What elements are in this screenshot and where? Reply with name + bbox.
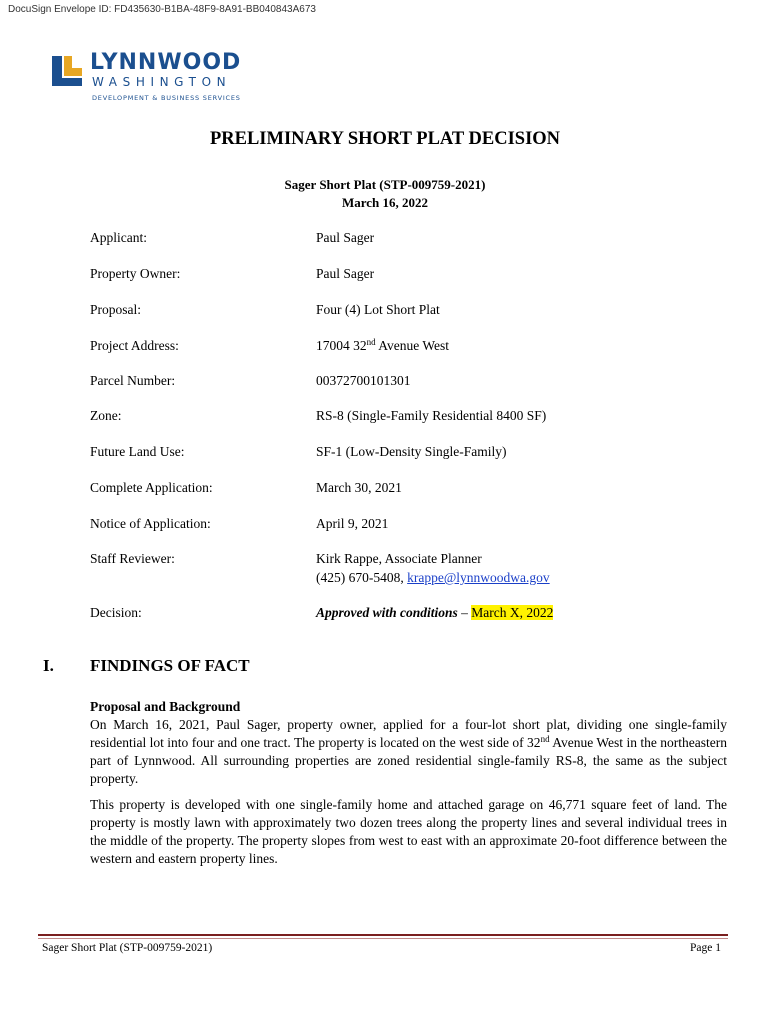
footer-divider bbox=[38, 934, 728, 936]
reviewer-phone: (425) 670-5408, bbox=[316, 570, 408, 585]
reviewer-label: Staff Reviewer: bbox=[90, 551, 175, 566]
reviewer-name: Kirk Rappe, Associate Planner bbox=[316, 551, 482, 566]
docusign-envelope-id: DocuSign Envelope ID: FD435630-B1BA-48F9-8A91-BB040843A673 bbox=[8, 4, 316, 15]
lynnwood-logo bbox=[50, 50, 250, 106]
proposal-value: Four (4) Lot Short Plat bbox=[316, 302, 440, 317]
reviewer-email-link[interactable]: krappe@lynnwoodwa.gov bbox=[407, 570, 550, 585]
logo-city-name: LYNNWOOD bbox=[90, 50, 242, 75]
complete-application-label: Complete Application: bbox=[90, 480, 213, 495]
address-value: 17004 32nd Avenue West bbox=[316, 337, 450, 353]
land-use-value: SF-1 (Low-Density Single-Family) bbox=[316, 444, 507, 459]
decision-status: Approved with conditions bbox=[316, 605, 458, 620]
footer-project-name: Sager Short Plat (STP-009759-2021) bbox=[42, 942, 213, 954]
logo-state-name: WASHINGTON bbox=[92, 75, 232, 89]
footer-divider-thin bbox=[38, 938, 728, 939]
logo-department: DEVELOPMENT & BUSINESS SERVICES bbox=[92, 94, 241, 102]
background-paragraph: On March 16, 2021, Paul Sager, property owner, applied for a four-lot short plat, dividing one single-family residential lot into four and one tract. The property is located on the west side of 32nd Avenue West in the northeastern part of Lynnwood. All surrounding properties are zoned residential single-family RS-8, the same as the subject property. bbox=[90, 717, 727, 786]
section-title: FINDINGS OF FACT bbox=[90, 656, 250, 675]
document-title: PRELIMINARY SHORT PLAT DECISION bbox=[209, 129, 561, 149]
decision-date-highlight: March X, 2022 bbox=[471, 605, 554, 620]
owner-value: Paul Sager bbox=[316, 266, 375, 281]
decision-date: March 16, 2022 bbox=[341, 195, 429, 210]
land-use-label: Future Land Use: bbox=[90, 444, 185, 459]
parcel-value: 00372700101301 bbox=[316, 373, 411, 388]
decision-label: Decision: bbox=[90, 605, 142, 620]
notice-application-value: April 9, 2021 bbox=[316, 516, 389, 531]
zone-label: Zone: bbox=[90, 408, 122, 423]
lynnwood-logo-mark-icon bbox=[52, 56, 82, 86]
zone-value: RS-8 (Single-Family Residential 8400 SF) bbox=[316, 408, 547, 423]
applicant-label: Applicant: bbox=[90, 230, 147, 245]
page-number: Page 1 bbox=[690, 942, 721, 954]
decision-value: Approved with conditions – March X, 2022 bbox=[316, 605, 554, 620]
subsection-title: Proposal and Background bbox=[90, 699, 241, 714]
complete-application-value: March 30, 2021 bbox=[316, 480, 402, 495]
parcel-label: Parcel Number: bbox=[90, 373, 176, 388]
notice-application-label: Notice of Application: bbox=[90, 516, 211, 531]
address-label: Project Address: bbox=[90, 338, 179, 353]
applicant-value: Paul Sager bbox=[316, 230, 375, 245]
project-name: Sager Short Plat (STP-009759-2021) bbox=[284, 177, 486, 192]
owner-label: Property Owner: bbox=[90, 266, 181, 281]
section-number: I. bbox=[43, 656, 54, 675]
reviewer-contact bbox=[316, 570, 550, 586]
proposal-label: Proposal: bbox=[90, 302, 142, 317]
property-description-paragraph: This property is developed with one single-family home and attached garage on 46,771 square feet of land. The property is mostly lawn with approximately two dozen trees along the property lines and several individual trees in the middle of the property. The property slopes from west to east with an approximate 20-foot difference between the western and eastern property lines. bbox=[90, 797, 727, 866]
